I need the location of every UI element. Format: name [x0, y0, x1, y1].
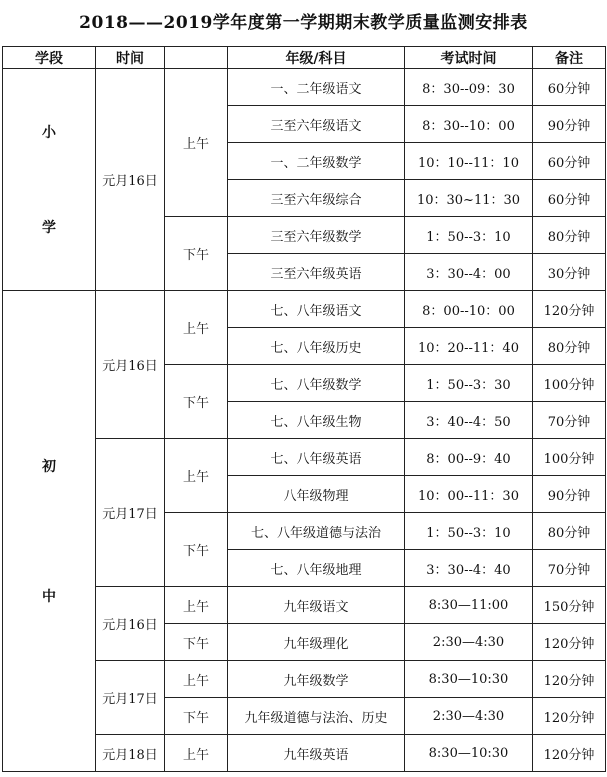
note-cell: 70分钟 [533, 402, 606, 439]
period-cell: 上午 [165, 735, 228, 772]
subject-cell: 一、二年级数学 [228, 143, 405, 180]
note-cell: 100分钟 [533, 365, 606, 402]
period-cell: 下午 [165, 698, 228, 735]
exam-schedule-table [2, 46, 606, 772]
stage-label: 学 [42, 220, 56, 236]
subject-cell: 九年级数学 [228, 661, 405, 698]
time-cell: 2:30—4:30 [405, 698, 533, 735]
header-row [3, 47, 606, 69]
note-cell: 80分钟 [533, 217, 606, 254]
subject-cell: 七、八年级英语 [228, 439, 405, 476]
subject-cell: 三至六年级英语 [228, 254, 405, 291]
stage-label: 小 [42, 125, 56, 141]
subject-cell: 七、八年级道德与法治 [228, 513, 405, 550]
subject-cell: 八年级物理 [228, 476, 405, 513]
note-cell: 60分钟 [533, 143, 606, 180]
subject-cell: 九年级理化 [228, 624, 405, 661]
date-cell: 元月18日 [96, 735, 165, 772]
date-cell: 元月17日 [96, 661, 165, 735]
note-cell: 30分钟 [533, 254, 606, 291]
note-cell: 120分钟 [533, 735, 606, 772]
header-date: 时间 [96, 47, 165, 69]
period-cell: 下午 [165, 624, 228, 661]
table-row [3, 69, 606, 106]
subject-cell: 七、八年级数学 [228, 365, 405, 402]
time-cell: 10：20--11：40 [405, 328, 533, 365]
time-cell: 3：40--4：50 [405, 402, 533, 439]
subject-cell: 九年级语文 [228, 587, 405, 624]
header-note: 备注 [533, 47, 606, 69]
time-cell: 8：30--10：00 [405, 106, 533, 143]
time-cell: 8:30—10:30 [405, 661, 533, 698]
subject-cell: 三至六年级数学 [228, 217, 405, 254]
subject-cell: 三至六年级综合 [228, 180, 405, 217]
time-cell: 3：30--4：40 [405, 550, 533, 587]
note-cell: 90分钟 [533, 106, 606, 143]
subject-cell: 九年级英语 [228, 735, 405, 772]
note-cell: 70分钟 [533, 550, 606, 587]
header-period [165, 47, 228, 69]
stage-label: 中 [42, 589, 56, 605]
stage-label: 初 [42, 459, 56, 475]
note-cell: 120分钟 [533, 698, 606, 735]
time-cell: 8:30—10:30 [405, 735, 533, 772]
subject-cell: 三至六年级语文 [228, 106, 405, 143]
time-cell: 10：30~11：30 [405, 180, 533, 217]
time-cell: 2:30—4:30 [405, 624, 533, 661]
date-cell: 元月16日 [96, 69, 165, 291]
date-cell: 元月16日 [96, 587, 165, 661]
time-cell: 8：00--10：00 [405, 291, 533, 328]
time-cell: 3：30--4：00 [405, 254, 533, 291]
note-cell: 90分钟 [533, 476, 606, 513]
table-row [3, 291, 606, 328]
period-cell: 上午 [165, 291, 228, 365]
note-cell: 120分钟 [533, 624, 606, 661]
subject-cell: 一、二年级语文 [228, 69, 405, 106]
period-cell: 上午 [165, 439, 228, 513]
time-cell: 10：00--11：30 [405, 476, 533, 513]
subject-cell: 七、八年级地理 [228, 550, 405, 587]
date-cell: 元月16日 [96, 291, 165, 439]
period-cell: 下午 [165, 217, 228, 291]
time-cell: 1：50--3：10 [405, 217, 533, 254]
note-cell: 80分钟 [533, 513, 606, 550]
subject-cell: 七、八年级语文 [228, 291, 405, 328]
time-cell: 8：00--9：40 [405, 439, 533, 476]
date-cell: 元月17日 [96, 439, 165, 587]
subject-cell: 七、八年级历史 [228, 328, 405, 365]
time-cell: 8：30--09：30 [405, 69, 533, 106]
period-cell: 上午 [165, 587, 228, 624]
header-stage: 学段 [3, 47, 96, 69]
page-title: 2018——2019学年度第一学期期末教学质量监测安排表 [79, 13, 528, 33]
note-cell: 120分钟 [533, 661, 606, 698]
period-cell: 上午 [165, 69, 228, 217]
stage-cell-middle [3, 291, 96, 772]
stage-cell-primary [3, 69, 96, 291]
note-cell: 120分钟 [533, 291, 606, 328]
header-time: 考试时间 [405, 47, 533, 69]
time-cell: 8:30—11:00 [405, 587, 533, 624]
period-cell: 下午 [165, 513, 228, 587]
note-cell: 80分钟 [533, 328, 606, 365]
time-cell: 1：50--3：30 [405, 365, 533, 402]
time-cell: 10：10--11：10 [405, 143, 533, 180]
note-cell: 60分钟 [533, 69, 606, 106]
time-cell: 1：50--3：10 [405, 513, 533, 550]
subject-cell: 九年级道德与法治、历史 [228, 698, 405, 735]
header-subject: 年级/科目 [228, 47, 405, 69]
period-cell: 上午 [165, 661, 228, 698]
note-cell: 100分钟 [533, 439, 606, 476]
period-cell: 下午 [165, 365, 228, 439]
subject-cell: 七、八年级生物 [228, 402, 405, 439]
note-cell: 60分钟 [533, 180, 606, 217]
note-cell: 150分钟 [533, 587, 606, 624]
